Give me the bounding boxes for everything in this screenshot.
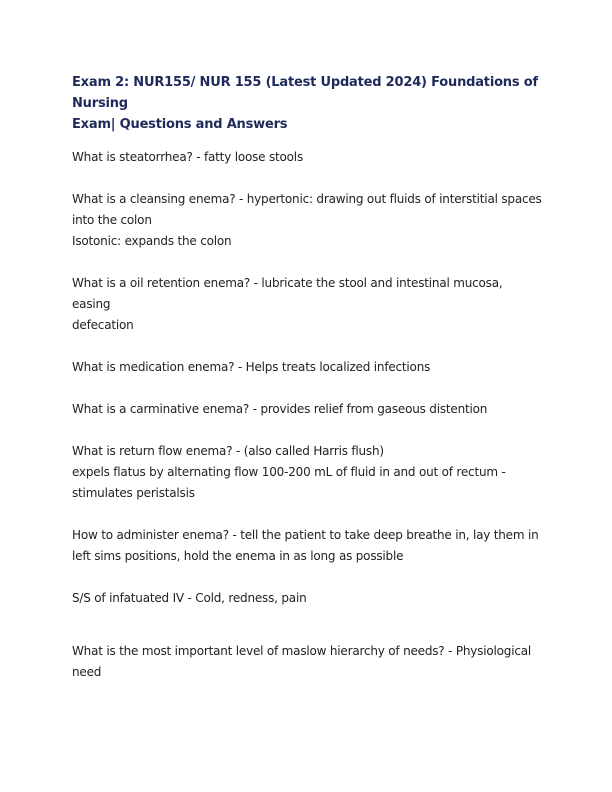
qa-line: expels flatus by alternating flow 100-200 mL of fluid in and out of rectum -: [72, 465, 506, 479]
qa-item: [72, 441, 542, 504]
qa-item: [72, 273, 542, 336]
qa-line: How to administer enema? - tell the patient to take deep breathe in, lay them in: [72, 528, 539, 542]
qa-item: [72, 588, 542, 609]
qa-item: [72, 147, 542, 168]
qa-line: need: [72, 665, 102, 679]
qa-item: [72, 189, 542, 252]
qa-line: Isotonic: expands the colon: [72, 234, 232, 248]
qa-line: What is return flow enema? - (also called Harris flush): [72, 444, 384, 458]
qa-item: [72, 641, 542, 683]
qa-line: What is medication enema? - Helps treats localized infections: [72, 360, 431, 374]
qa-line: defecation: [72, 318, 134, 332]
qa-line: left sims positions, hold the enema in as long as possible: [72, 549, 404, 563]
qa-line: stimulates peristalsis: [72, 486, 195, 500]
qa-item: [72, 525, 542, 567]
document-content: [72, 72, 542, 704]
document-title: [72, 72, 542, 135]
qa-line: What is the most important level of maslow hierarchy of needs? - Physiological: [72, 644, 532, 658]
qa-line: What is steatorrhea? - fatty loose stools: [72, 150, 303, 164]
title-line: Exam 2: NUR155/ NUR 155 (Latest Updated 2024) Foundations of Nursing: [72, 75, 538, 111]
qa-item: [72, 399, 542, 420]
qa-item: [72, 357, 542, 378]
qa-line: S/S of infatuated IV - Cold, redness, pain: [72, 591, 307, 605]
qa-line: What is a cleansing enema? - hypertonic: drawing out fluids of interstitial spaces: [72, 192, 542, 206]
qa-line: What is a carminative enema? - provides relief from gaseous distention: [72, 402, 488, 416]
qa-line: into the colon: [72, 213, 152, 227]
title-line: Exam| Questions and Answers: [72, 117, 288, 132]
qa-line: What is a oil retention enema? - lubricate the stool and intestinal mucosa, easing: [72, 276, 503, 311]
